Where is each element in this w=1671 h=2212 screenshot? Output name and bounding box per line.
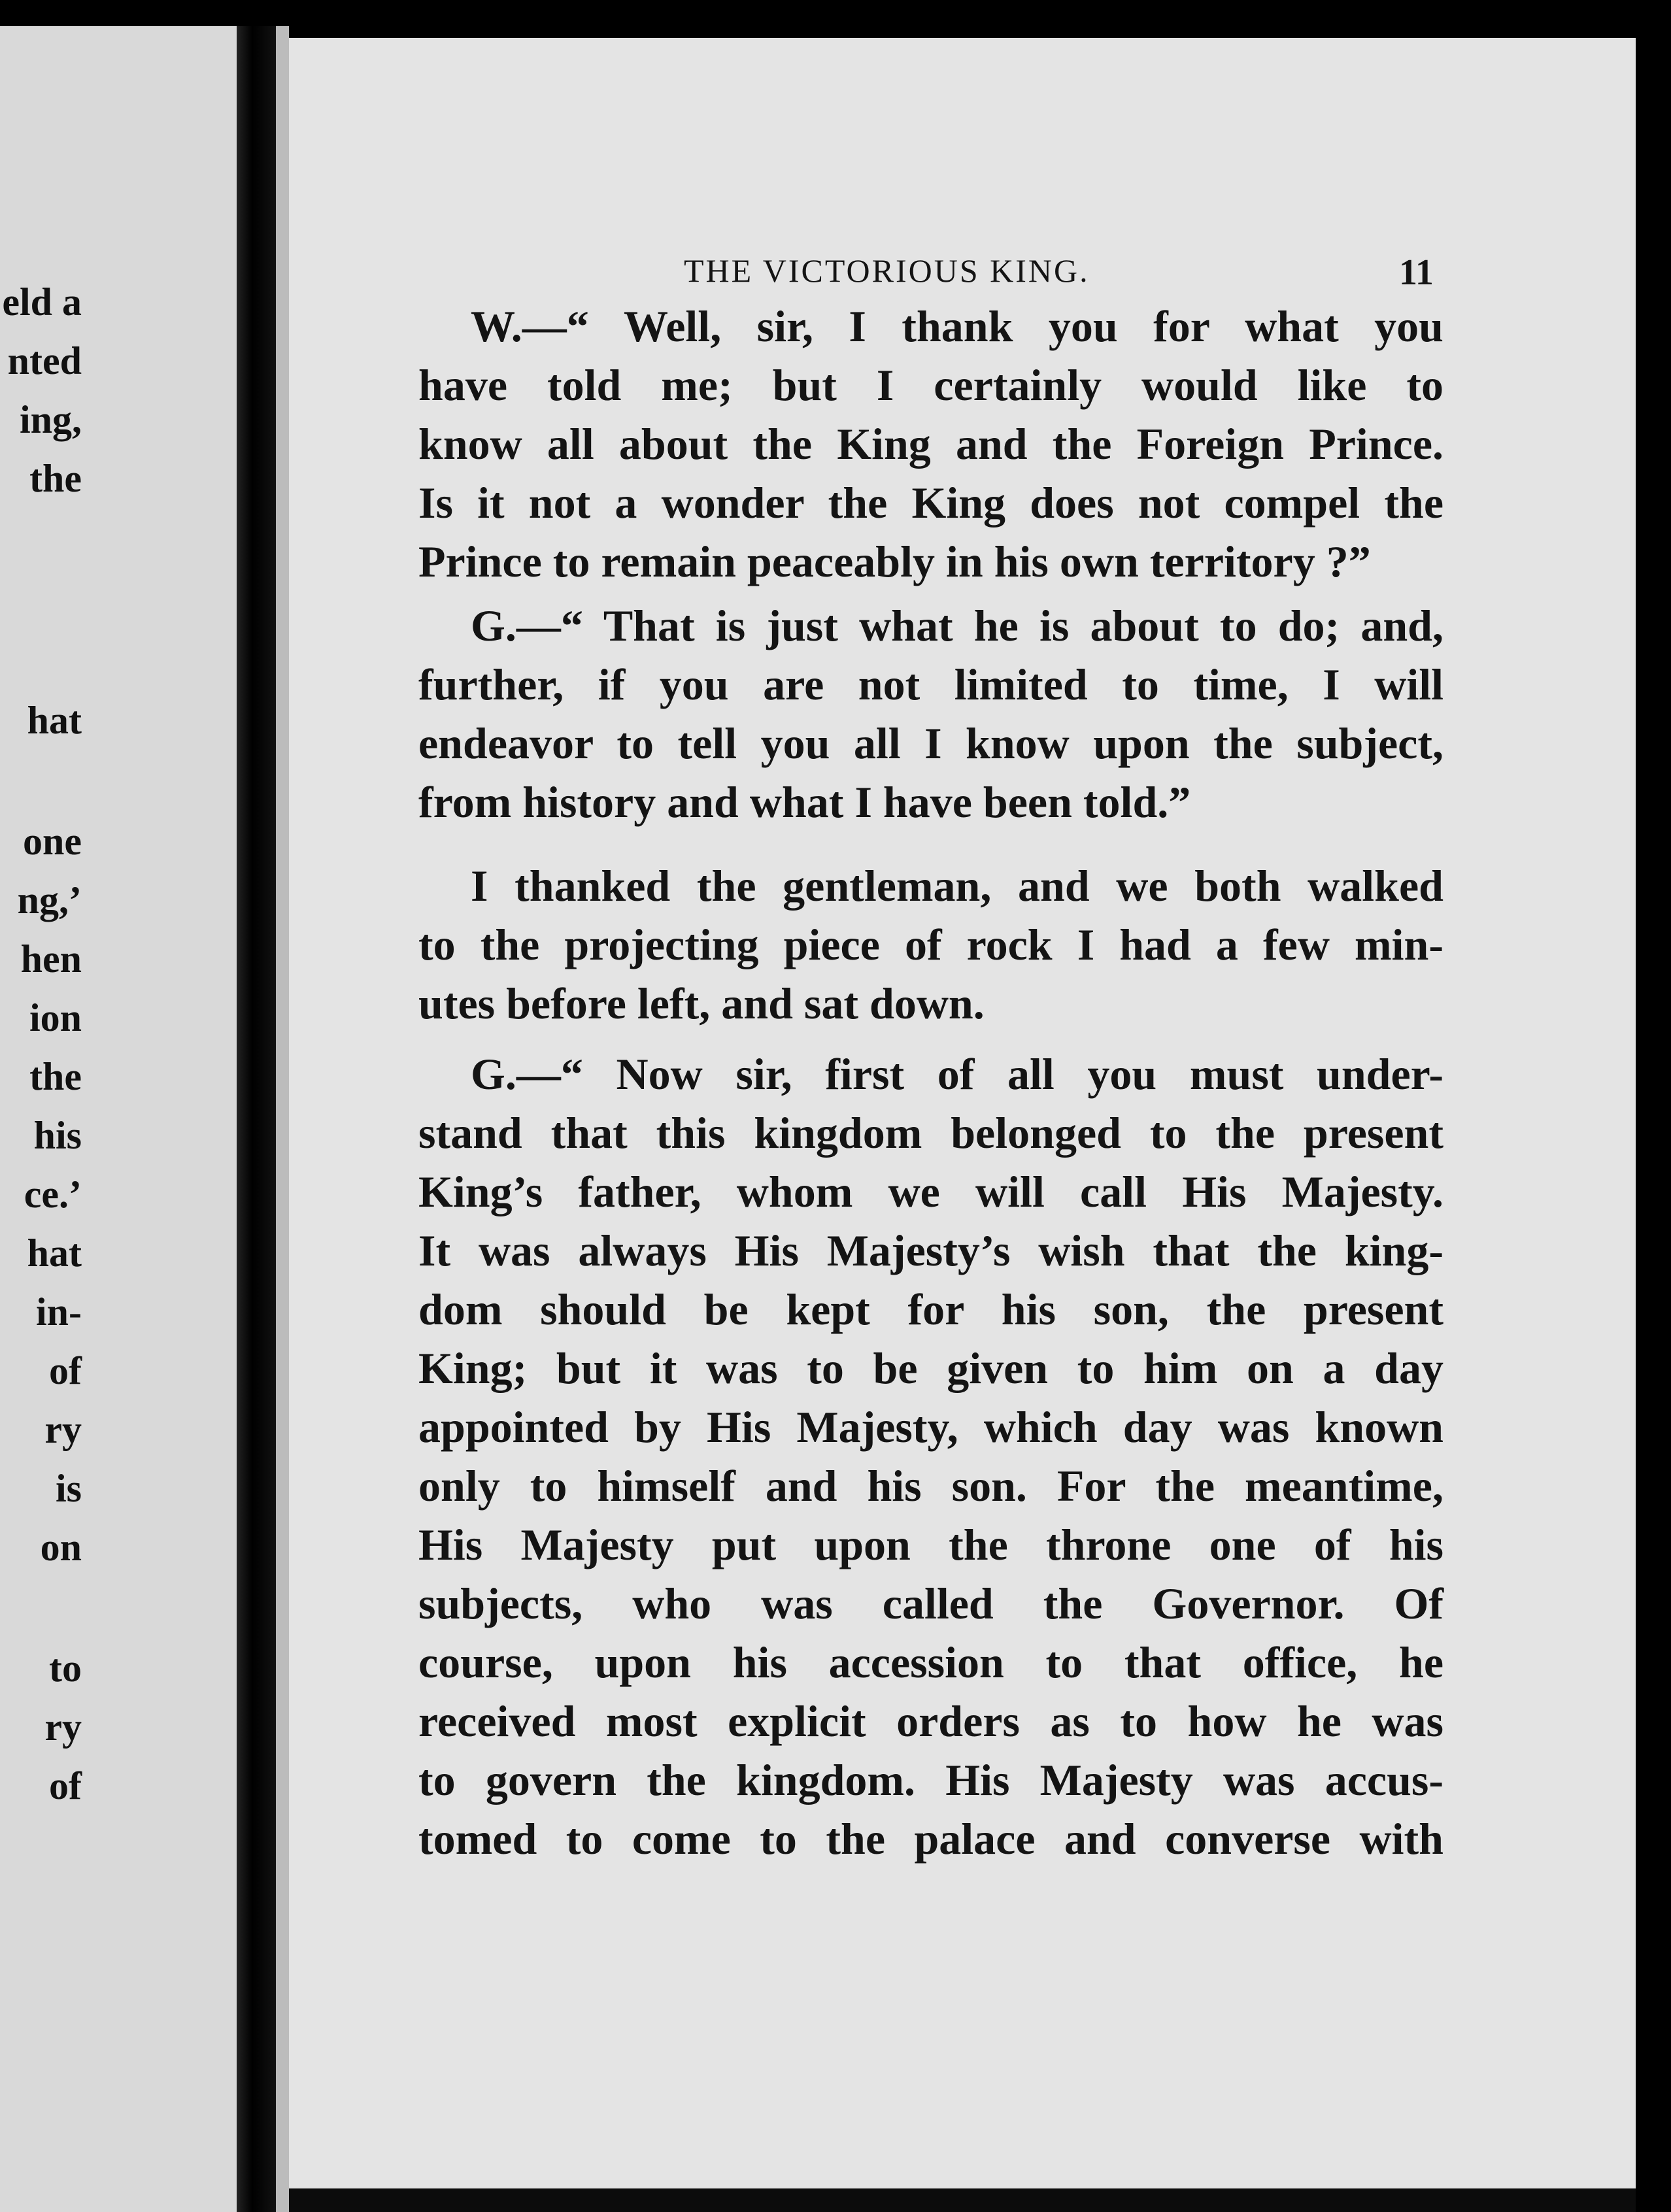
text-line: from history and what I have been told.” [418, 777, 1191, 827]
text-line: stand that this kingdom belonged to the present [418, 1108, 1443, 1158]
text-line: appointed by His Majesty, which day was known [418, 1402, 1443, 1452]
text-line: subjects, who was called the Governor. Of [418, 1579, 1443, 1628]
text-line: to the projecting piece of rock I had a few min- [418, 920, 1443, 969]
left-page-line: of [49, 1764, 82, 1807]
text-line: King’s father, whom we will call His Majesty. [418, 1167, 1443, 1216]
left-page-line: hat [27, 699, 82, 742]
text-line: G.—“ That is just what he is about to do; and, [471, 601, 1443, 650]
left-page-line: ng,’ [17, 879, 82, 922]
left-page-line: nted [7, 339, 82, 382]
text-line: Is it not a wonder the King does not compel the [418, 478, 1443, 528]
text-line: have told me; but I certainly would like to [418, 360, 1443, 410]
left-page-line: the [29, 457, 82, 500]
text-line: utes before left, and sat down. [418, 979, 985, 1028]
left-page-line: eld a [2, 280, 82, 324]
text-line: course, upon his accession to that office, he [418, 1637, 1443, 1687]
page-number: 11 [1399, 252, 1434, 293]
text-line: further, if you are not limited to time, I will [418, 660, 1443, 709]
left-page-line: is [55, 1467, 82, 1510]
text-line: to govern the kingdom. His Majesty was accus- [418, 1755, 1443, 1805]
text-line: endeavor to tell you all I know upon the subject, [418, 718, 1443, 768]
left-page-line: the [29, 1055, 82, 1098]
text-line: know all about the King and the Foreign Prince. [418, 419, 1443, 469]
book-gutter [237, 26, 276, 2212]
text-line: I thanked the gentleman, and we both walked [471, 861, 1443, 911]
left-page-line: ce.’ [24, 1173, 82, 1216]
text-line: G.—“ Now sir, first of all you must under- [471, 1049, 1443, 1099]
left-page-line: ing, [19, 398, 82, 441]
text-line: received most explicit orders as to how he was [418, 1696, 1443, 1746]
text-line: King; but it was to be given to him on a day [418, 1343, 1443, 1393]
text-line: It was always His Majesty’s wish that the king- [418, 1226, 1443, 1275]
left-page-line: hen [20, 937, 82, 980]
running-title: THE VICTORIOUS KING. [684, 252, 1090, 289]
text-line: Prince to remain peaceably in his own territory ?” [418, 537, 1371, 586]
left-page-line: of [49, 1349, 82, 1392]
facing-page-left [0, 26, 237, 2212]
text-line: W.—“ Well, sir, I thank you for what you [471, 301, 1443, 351]
left-page-line: hat [27, 1232, 82, 1275]
left-page-line: his [33, 1114, 82, 1157]
scan-border-right [1636, 38, 1671, 2212]
left-page-line: ry [44, 1408, 82, 1451]
page-edge [276, 26, 289, 2212]
text-line: His Majesty put upon the throne one of his [418, 1520, 1443, 1569]
text-line: dom should be kept for his son, the present [418, 1284, 1443, 1334]
left-page-line: in- [35, 1290, 82, 1333]
left-page-line: to [49, 1647, 82, 1690]
left-page-line: one [23, 820, 82, 863]
left-page-line: on [40, 1526, 82, 1569]
left-page-line: ion [29, 996, 82, 1039]
text-line: only to himself and his son. For the meantime, [418, 1461, 1443, 1511]
text-line: tomed to come to the palace and converse with [418, 1814, 1443, 1864]
left-page-line: ry [44, 1705, 82, 1749]
